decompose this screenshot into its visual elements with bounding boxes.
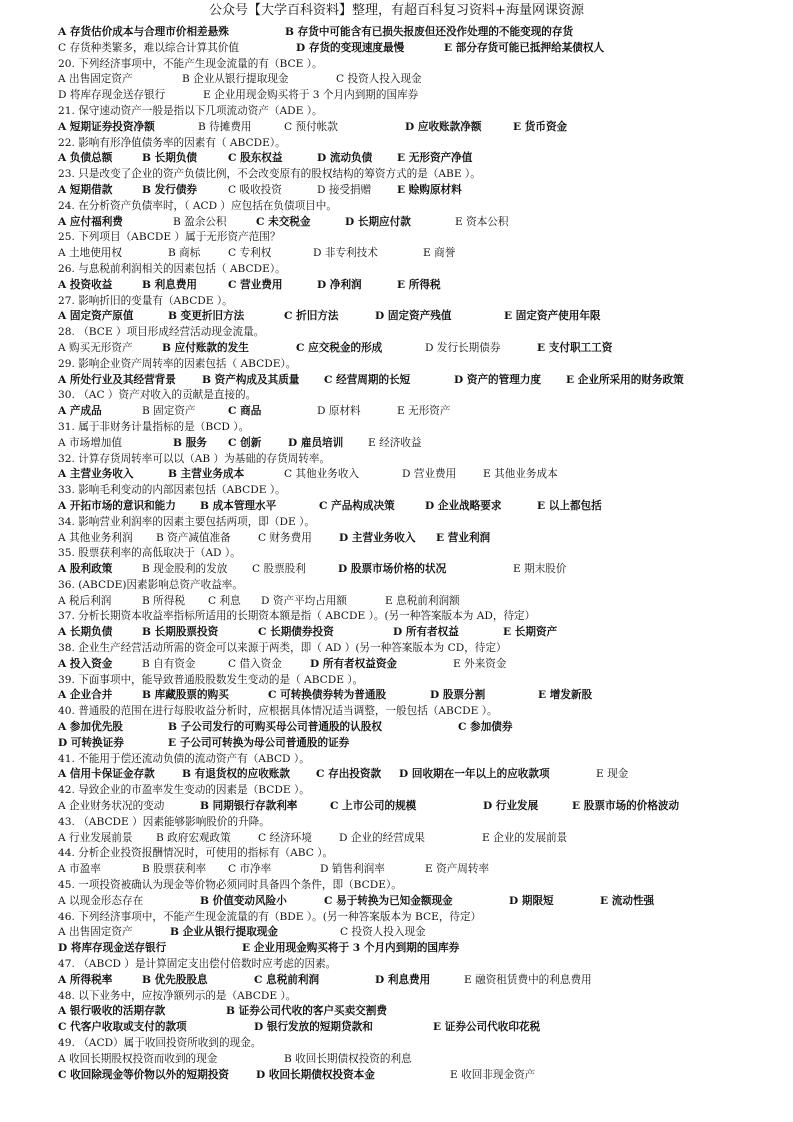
answer-options-row (58, 151, 783, 167)
question-text: 27. 影响折旧的变量有（ABCDE ）。 (58, 294, 233, 307)
answer-option: E 以上都包括 (537, 499, 602, 512)
answer-option: B 资产减值准备 (156, 531, 231, 544)
answer-option: E 息税前利润额 (385, 594, 460, 607)
answer-option: D 股票分割 (430, 689, 486, 702)
answer-option: D 发行长期债券 (425, 341, 501, 354)
answer-options-row (58, 373, 783, 389)
question-stem (58, 452, 783, 468)
question-text: 30. （AC ）资产对收入的贡献是直接的。 (58, 389, 257, 402)
question-text: 42. 导致企业的市盈率发生变动的因素是（BCDE ）。 (58, 784, 310, 797)
answer-option: C 其他业务收入 (284, 468, 360, 481)
question-stem (58, 846, 783, 862)
question-text: 21. 保守速动资产一般是指以下几项流动资产（ADE ）。 (58, 104, 323, 117)
answer-option: C 股票股利 (252, 563, 306, 576)
answer-option: E 企业的发展前景 (482, 831, 568, 844)
question-text: 29. 影响企业资产周转率的因素包括（ ABCDE）。 (58, 357, 297, 370)
question-stem (58, 230, 783, 246)
question-stem (58, 199, 783, 215)
answer-option: C 息税前利润 (254, 973, 320, 986)
answer-option: B 盈余公积 (173, 215, 227, 228)
answer-option: E 长期资产 (503, 626, 558, 639)
answer-options-row (58, 436, 783, 452)
question-text: 38. 企业生产经营活动所需的资金可以来源于两类，即（ AD ）(另一种答案版本为 CD，待定） (58, 642, 507, 655)
answer-options-row (58, 1068, 783, 1084)
answer-option: A 市场增加值 (58, 436, 122, 449)
question-stem (58, 878, 783, 894)
question-text: 24. 在分析资产负债率时，（ ACD ）应包括在负债项目中。 (58, 199, 337, 212)
answer-option: B 应付账款的发生 (162, 341, 249, 354)
answer-options-row (58, 594, 783, 610)
answer-option: B 长期负债 (142, 152, 198, 165)
question-stem (58, 783, 783, 799)
question-stem (58, 357, 783, 373)
page-header: 公众号【大学百科资料】整理，有超百科复习资料+海量网课资源 (209, 3, 584, 18)
answer-option: A 收回长期股权投资而收到的现金 (58, 1052, 218, 1065)
question-stem (58, 673, 783, 689)
answer-option: B 自有资金 (142, 657, 196, 670)
answer-option: A 开拓市场的意识和能力 (58, 499, 176, 512)
answer-option: D 非专利技术 (313, 247, 378, 260)
answer-option: B 企业从银行提取现金 (182, 73, 289, 86)
answer-option: B 长期股票投资 (142, 626, 219, 639)
answer-option: A 行业发展前景 (58, 831, 133, 844)
question-stem (58, 578, 783, 594)
question-text: 41. 不能用于偿还流动负债的流动资产有（ABCD ）。 (58, 752, 310, 765)
answer-option: A 投入资金 (58, 657, 113, 670)
answer-options-row (58, 215, 783, 231)
answer-option: B 利息费用 (142, 278, 198, 291)
answer-option: B 股票获利率 (142, 863, 207, 876)
answer-option: E 企业用现金购买将于 3 个月内到期的国库券 (242, 942, 460, 955)
question-text: 39. 下面事项中，能导致普通股股数发生变动的是（ ABCDE ）。 (58, 673, 364, 686)
question-stem (58, 294, 783, 310)
question-text: 43. （ABCDE ）因素能够影响股价的升降。 (58, 815, 270, 828)
answer-option: C 存出投资款 (316, 768, 382, 781)
question-text: 48. 以下业务中，应按净额列示的是（ABCDE ）。 (58, 989, 297, 1002)
question-stem (58, 515, 783, 531)
answer-option: A 出售固定资产 (58, 73, 133, 86)
answer-option: A 以现金形态存在 (58, 894, 144, 907)
question-text: 25. 下列项目（ABCDE ）属于无形资产范围？ (58, 231, 281, 244)
answer-option: E 赊购原材料 (397, 183, 462, 196)
answer-option: D 股票市场价格的状况 (338, 563, 447, 576)
answer-option: E 资产周转率 (425, 863, 490, 876)
answer-options-row (58, 1052, 783, 1068)
question-stem (58, 546, 783, 562)
answer-option: E 融资租赁费中的利息费用 (464, 973, 592, 986)
answer-options-row (58, 894, 783, 910)
answer-option: D 主营业务收入 (339, 531, 416, 544)
question-text: 40. 普通股的范围在进行每股收益分析时，应根据具体情况适当调整，一般包括（ABCDE ）。 (58, 705, 498, 718)
answer-option: C 预付帐款 (284, 120, 338, 133)
question-stem (58, 989, 783, 1005)
answer-option: E 部分存货可能已抵押给某债权人 (444, 41, 605, 54)
answer-option: D 长期应付款 (345, 215, 411, 228)
answer-option: C 收回除现金等价物以外的短期投资 (58, 1068, 230, 1081)
answer-option: A 市盈率 (58, 863, 101, 876)
answer-options-row (58, 688, 783, 704)
question-text: 33. 影响毛利变动的内部因素包括（ABCDE ）。 (58, 484, 286, 497)
answer-option: E 资本公积 (455, 215, 509, 228)
answer-option: A 主营业务收入 (58, 468, 134, 481)
answer-option: E 货币资金 (513, 120, 568, 133)
answer-option: A 企业合并 (58, 689, 113, 702)
answer-option: B 证券公司代收的客户买卖交割费 (226, 1005, 387, 1018)
answer-option: E 证券公司代收印花税 (433, 1021, 541, 1034)
question-stem (58, 167, 783, 183)
answer-option: A 存货估价成本与合理市价相差悬殊 (58, 26, 229, 38)
question-stem (58, 957, 783, 973)
answer-option: A 长期负债 (58, 626, 113, 639)
answer-option: C 专利权 (228, 247, 272, 260)
answer-option: B 服务 (173, 436, 207, 449)
answer-option: E 其他业务成本 (483, 468, 558, 481)
answer-option: B 子公司发行的可购买母公司普通股的认股权 (168, 721, 382, 734)
answer-options-row (58, 88, 783, 104)
answer-options-row (58, 72, 783, 88)
answer-option: A 投资收益 (58, 278, 113, 291)
answer-option: C 参加债券 (458, 721, 513, 734)
answer-option: A 产成品 (58, 405, 102, 418)
answer-options-row (58, 925, 783, 941)
question-text: 47. （ABCD ）是计算固定支出偿付倍数时应考虑的因素。 (58, 958, 337, 971)
answer-options-row (58, 467, 783, 483)
answer-option: B 优先股股息 (142, 973, 208, 986)
answer-option: D 资产平均占用额 (261, 594, 348, 607)
question-text: 45. 一项投资被确认为现金等价物必须同时具备四个条件，即（BCDE）。 (58, 879, 402, 892)
answer-options-row (58, 720, 783, 736)
answer-option: B 收回长期债权投资的利息 (284, 1052, 412, 1065)
question-text: 36. (ABCDE)因素影响总资产收益率。 (58, 578, 243, 591)
answer-option: E 固定资产使用年限 (504, 310, 601, 323)
answer-option: A 出售固定资产 (58, 926, 133, 939)
answer-option: C 长期债券投资 (258, 626, 334, 639)
answer-option: C 借入资金 (228, 657, 282, 670)
answer-option: E 支付职工工资 (537, 341, 613, 354)
question-text: 37. 分析长期资本收益率指标所适用的长期资本额是指（ ABCDE ）。(另一种答案版本为 AD，待定） (58, 610, 536, 623)
answer-option: D 企业的经营成果 (339, 831, 426, 844)
answer-option: A 购买无形资产 (58, 341, 133, 354)
answer-option: E 现金 (596, 768, 629, 781)
answer-option: E 收回非现金资产 (450, 1068, 536, 1081)
answer-option: E 股票市场的价格波动 (572, 800, 680, 813)
answer-option: D 将库存现金送存银行 (58, 89, 166, 102)
question-stem (58, 420, 783, 436)
answer-option: E 营业利润 (436, 531, 491, 544)
answer-option: E 商誉 (423, 247, 456, 260)
answer-options-row (58, 278, 783, 294)
question-text: 26. 与息税前利润相关的因素包括（ ABCDE）。 (58, 262, 286, 275)
answer-options-row (58, 499, 783, 515)
answer-option: D 将库存现金送存银行 (58, 942, 167, 955)
answer-option: E 无形资产净值 (397, 152, 473, 165)
answer-options-row (58, 973, 783, 989)
answer-option: D 所有者权益 (393, 626, 459, 639)
question-text: 22. 影响有形净值债务率的因素有（ ABCDE）。 (58, 136, 286, 149)
answer-option: B 同期银行存款利率 (200, 800, 298, 813)
answer-option: D 雇员培训 (288, 436, 344, 449)
answer-option: E 期末股价 (513, 563, 567, 576)
answer-option: A 所处行业及其经营背景 (58, 373, 176, 386)
answer-option: C 上市公司的规模 (330, 800, 417, 813)
answer-options-row (58, 862, 783, 878)
answer-option: A 所得税率 (58, 973, 113, 986)
answer-option: C 未交税金 (256, 215, 311, 228)
answer-option: D 期限短 (509, 894, 554, 907)
question-text: 32. 计算存货周转率可以以（AB ）为基础的存货周转率。 (58, 452, 331, 465)
answer-option: D 销售利润率 (320, 863, 385, 876)
answer-option: C 利息 (208, 594, 241, 607)
answer-options-row (58, 941, 783, 957)
answer-option: E 所得税 (397, 278, 441, 291)
answer-option: D 流动负债 (317, 152, 373, 165)
answer-option: D 回收期在一年以上的应收款项 (399, 768, 550, 781)
answer-option: B 库藏股票的购买 (142, 689, 229, 702)
question-stem (58, 910, 783, 926)
answer-option: C 营业费用 (228, 278, 283, 291)
answer-option: A 负债总额 (58, 152, 113, 165)
answer-option: B 资产构成及其质量 (202, 373, 300, 386)
answer-options-row (58, 120, 783, 136)
answer-option: C 存货种类繁多，难以综合计算其价值 (58, 41, 239, 54)
answer-option: D 应收账款净额 (405, 120, 482, 133)
answer-option: C 市净率 (228, 863, 272, 876)
answer-option: E 流动性强 (600, 894, 655, 907)
answer-option: D 资产的管理力度 (454, 373, 542, 386)
answer-option: B 发行债券 (142, 183, 198, 196)
answer-option: E 子公司可转换为母公司普通股的证券 (168, 736, 350, 749)
answer-option: D 存货的变现速度最慢 (296, 41, 405, 54)
question-text: 31. 属于非财务计量指标的是（BCD ）。 (58, 420, 250, 433)
question-stem (58, 704, 783, 720)
answer-option: D 行业发展 (483, 800, 539, 813)
answer-option: C 创新 (228, 436, 262, 449)
answer-option: C 经济环境 (258, 831, 312, 844)
answer-options-row (58, 41, 783, 57)
question-list (58, 25, 783, 1083)
answer-option: B 固定资产 (142, 405, 196, 418)
question-stem (58, 104, 783, 120)
answer-option: E 企业所采用的财务政策 (566, 373, 684, 386)
answer-option: D 接受捐赠 (317, 183, 372, 196)
answer-option: A 短期证券投资净额 (58, 120, 155, 133)
answer-option: B 有退货权的应收账款 (182, 768, 290, 781)
question-text: 49. （ACD）属于收回投资所收到的现金。 (58, 1037, 262, 1049)
answer-option: A 参加优先股 (58, 721, 123, 734)
answer-option: C 易于转换为已知金额现金 (324, 894, 453, 907)
answer-option: C 投资人投入现金 (336, 73, 422, 86)
answer-options-row (58, 309, 783, 325)
answer-option: A 税后利润 (58, 594, 112, 607)
answer-option: A 股利政策 (58, 563, 113, 576)
answer-option: A 企业财务状况的变动 (58, 800, 165, 813)
answer-option: B 商标 (168, 247, 201, 260)
answer-options-row (58, 1020, 783, 1036)
question-stem (58, 641, 783, 657)
question-text: 34. 影响营业利润率的因素主要包括两项，即（DE ）。 (58, 515, 315, 528)
answer-options-row (58, 657, 783, 673)
answer-options-row (58, 767, 783, 783)
question-stem (58, 57, 783, 73)
answer-option: C 股东权益 (228, 152, 283, 165)
answer-options-row (58, 625, 783, 641)
answer-option: C 投资人投入现金 (340, 926, 426, 939)
answer-option: B 主营业务成本 (168, 468, 245, 481)
question-stem (58, 483, 783, 499)
answer-option: B 政府宏观政策 (156, 831, 231, 844)
answer-option: C 产品构成决策 (319, 499, 395, 512)
answer-options-row (58, 562, 783, 578)
answer-option: A 固定资产原值 (58, 310, 134, 323)
answer-option: A 信用卡保证金存款 (58, 768, 155, 781)
answer-option: C 代客户收取或支付的款项 (58, 1021, 187, 1034)
question-text: 28. （BCE ）项目形成经营活动现金流量。 (58, 326, 265, 339)
answer-option: D 固定资产残值 (375, 310, 452, 323)
answer-option: C 折旧方法 (284, 310, 339, 323)
question-stem (58, 752, 783, 768)
answer-options-row (58, 246, 783, 262)
answer-option: D 所有者权益资金 (310, 657, 398, 670)
answer-option: E 无形资产 (397, 405, 451, 418)
answer-options-row (58, 25, 783, 41)
answer-option: D 原材料 (317, 405, 361, 418)
answer-option: D 银行发放的短期贷款和 (254, 1021, 373, 1034)
answer-option: B 待摊费用 (198, 120, 252, 133)
answer-option: D 可转换证券 (58, 736, 124, 749)
answer-options-row (58, 1004, 783, 1020)
question-stem (58, 1036, 783, 1052)
answer-option: C 经营周期的长短 (324, 373, 411, 386)
answer-options-row (58, 341, 783, 357)
answer-options-row (58, 799, 783, 815)
answer-option: D 企业战略要求 (425, 499, 502, 512)
answer-option: D 营业费用 (402, 468, 457, 481)
answer-option: D 收回长期债权投资本金 (256, 1068, 375, 1081)
answer-option: B 现金股利的发放 (142, 563, 228, 576)
question-stem (58, 325, 783, 341)
answer-option: E 经济收益 (368, 436, 422, 449)
question-text: 35. 股票获利率的高低取决于（AD ）。 (58, 547, 241, 560)
answer-option: A 银行吸收的活期存款 (58, 1005, 166, 1018)
question-text: 44. 分析企业投资报酬情况时，可使用的指标有（ABC ）。 (58, 847, 334, 860)
answer-option: B 变更折旧方法 (168, 310, 245, 323)
question-stem (58, 609, 783, 625)
question-stem (58, 815, 783, 831)
answer-option: C 可转换债券转为普通股 (268, 689, 387, 702)
answer-option: B 价值变动风险小 (200, 894, 287, 907)
question-text: 23. 只是改变了企业的资产负债比例，不会改变原有的股权结构的筹资方式的是（ABE ）。 (58, 168, 481, 181)
question-stem (58, 262, 783, 278)
answer-options-row (58, 183, 783, 199)
question-stem (58, 388, 783, 404)
answer-option: A 土地使用权 (58, 247, 122, 260)
answer-option: C 应交税金的形成 (296, 341, 383, 354)
answer-option: E 外来资金 (453, 657, 507, 670)
answer-option: B 企业从银行提取现金 (170, 926, 278, 939)
answer-option: B 成本管理水平 (200, 499, 277, 512)
answer-option: B 存货中可能含有已损失报废但还没作处理的不能变现的存货 (285, 26, 574, 38)
answer-options-row (58, 736, 783, 752)
question-stem (58, 136, 783, 152)
question-text: 46. 下列经济事项中，不能产生现金流量的有（BDE ）。(另一种答案版本为 BCE，待定） (58, 910, 482, 923)
answer-options-row (58, 404, 783, 420)
answer-option: C 财务费用 (258, 531, 312, 544)
question-text: 20. 下列经济事项中，不能产生现金流量的有（BCE ）。 (58, 57, 323, 70)
answer-option: A 应付福利费 (58, 215, 123, 228)
answer-option: A 短期借款 (58, 183, 113, 196)
answer-option: D 净利润 (317, 278, 362, 291)
answer-options-row (58, 531, 783, 547)
answer-option: E 企业用现金购买将于 3 个月内到期的国库券 (203, 89, 419, 102)
answer-option: A 其他业务利润 (58, 531, 133, 544)
answer-option: D 利息费用 (375, 973, 431, 986)
answer-options-row (58, 831, 783, 847)
answer-option: C 吸收投资 (228, 183, 282, 196)
answer-option: B 所得税 (142, 594, 185, 607)
answer-option: E 增发新股 (538, 689, 593, 702)
answer-option: C 商品 (228, 405, 262, 418)
